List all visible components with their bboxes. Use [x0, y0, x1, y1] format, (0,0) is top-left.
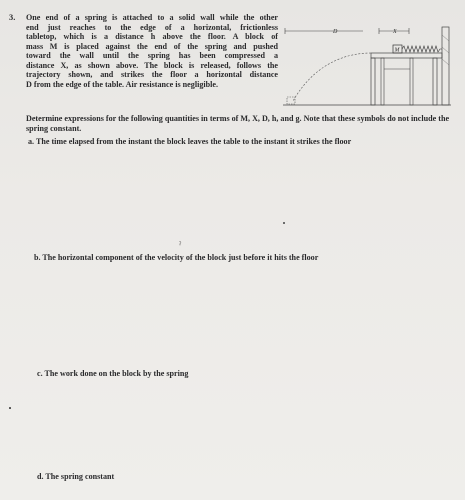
part-c-question: c. The work done on the block by the spring — [37, 369, 189, 378]
problem-line: mass M is placed against the end of the spring and pushed — [26, 41, 278, 51]
problem-line: tabletop, which is a distance h above the floor. A block of — [26, 32, 278, 42]
instructions: Determine expressions for the following quantities in terms of M, X, D, h, and g. Note that these symbols do not include the spring constant. — [26, 114, 450, 133]
problem-line: trajectory shown, and strikes the floor a horizontal distance — [26, 70, 278, 80]
problem-statement — [26, 13, 278, 89]
trajectory-path — [293, 53, 371, 101]
part-b-question: b. The horizontal component of the velocity of the block just before it hits the floor — [34, 253, 319, 262]
problem-line: One end of a spring is attached to a solid wall while the other — [26, 13, 278, 22]
pen-mark: ˀ — [179, 240, 182, 250]
table-leg — [381, 58, 384, 105]
spring-block-diagram — [283, 21, 453, 111]
table-leg — [371, 58, 375, 105]
problem-number: 3. — [9, 13, 16, 22]
part-a-question: a. The time elapsed from the instant the block leaves the table to the instant it strikes the floor — [28, 137, 352, 146]
pen-dot — [9, 407, 11, 409]
tabletop — [371, 53, 442, 58]
problem-line: toward the wall until the spring has been compressed a — [26, 51, 278, 61]
table-leg — [410, 58, 413, 105]
spring — [402, 46, 442, 52]
landing-block — [287, 97, 295, 104]
label-x: X — [393, 29, 397, 35]
table-leg — [433, 58, 437, 105]
problem-line: D from the edge of the table. Air resistance is negligible. — [26, 79, 218, 89]
label-d: D — [333, 29, 338, 35]
label-m: M — [394, 47, 400, 54]
part-d-question: d. The spring constant — [37, 472, 115, 481]
problem-line: end just reaches to the edge of a horizontal, frictionless — [26, 22, 278, 32]
wall — [442, 27, 449, 105]
pen-dot — [283, 222, 285, 224]
problem-line: distance X, as shown above. The block is released, follows the — [26, 60, 278, 70]
